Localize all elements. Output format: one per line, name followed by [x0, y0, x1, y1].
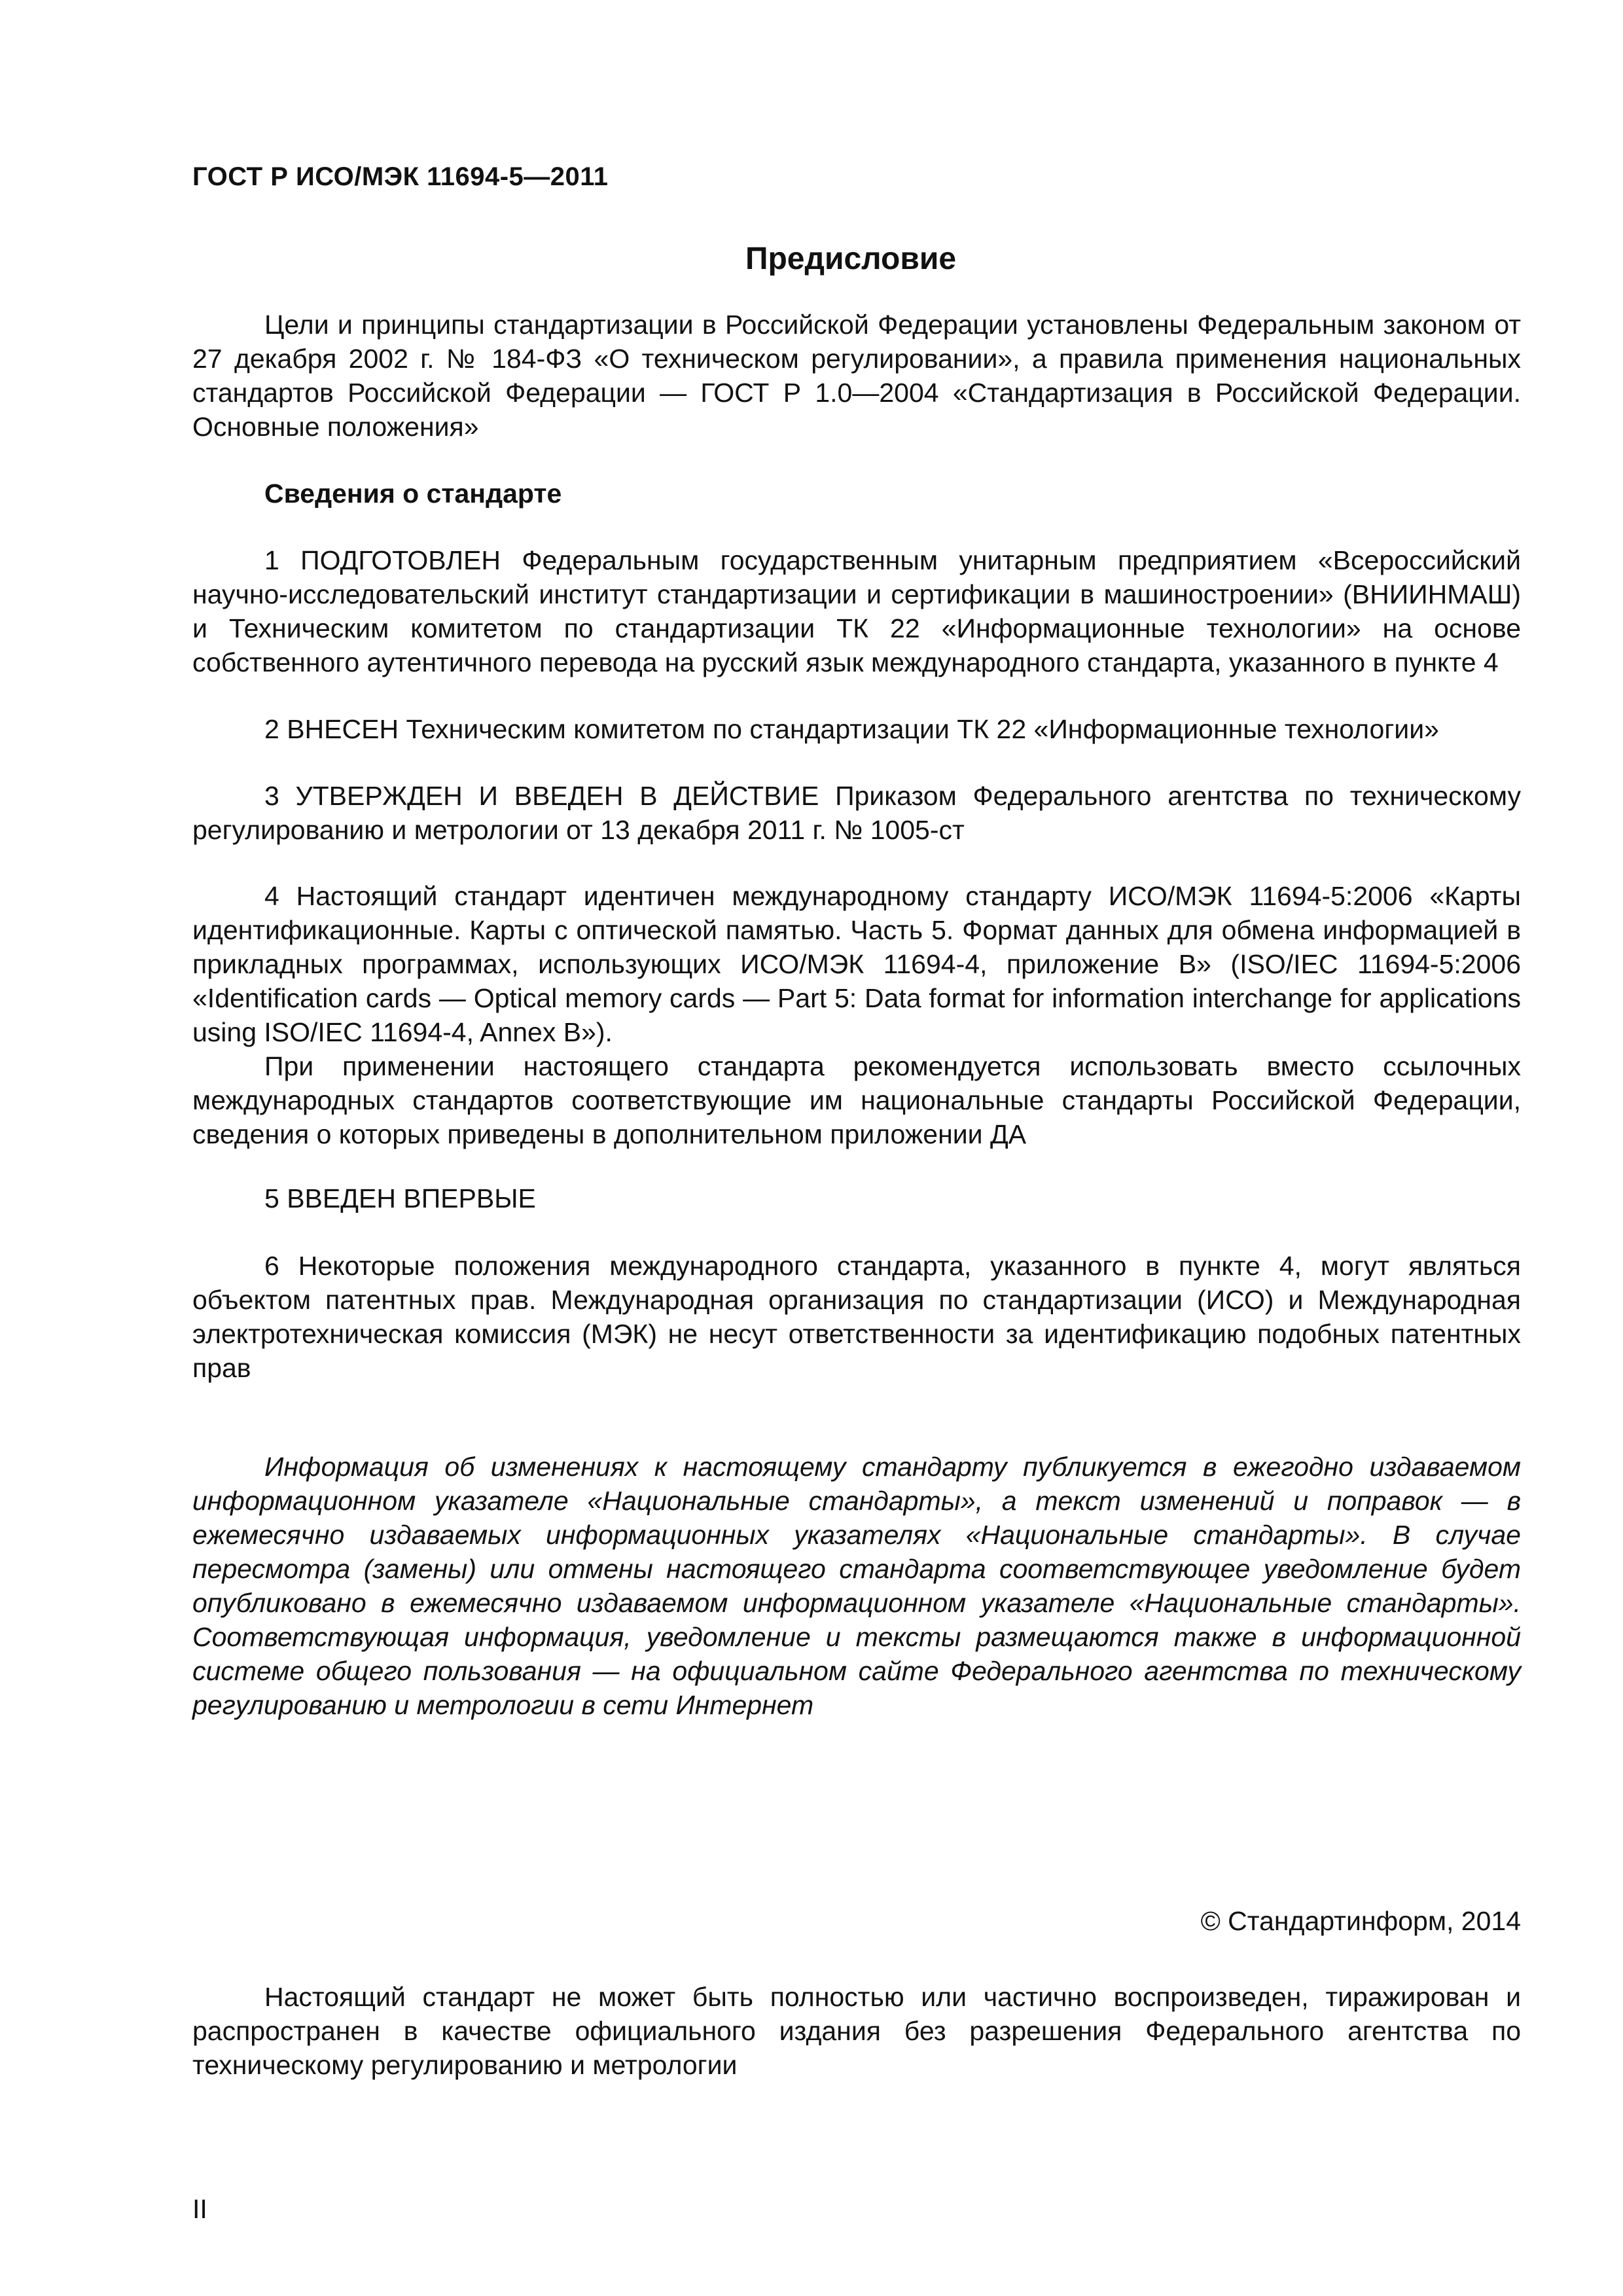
reproduction-notice-paragraph: Настоящий стандарт не может быть полностью или частично воспроизведен, тиражирован и распространен в качестве официального издания без разрешения Федерального агентства по техническому регулированию и метрологии — [192, 1982, 1521, 2080]
item-1-block — [192, 543, 1521, 679]
section-heading: Сведения о стандарте — [264, 478, 562, 509]
item-3-block — [192, 779, 1521, 847]
info-notice-paragraph: Информация об изменениях к настоящему стандарту публикуется в ежегодно издаваемом информационном указателе «Национальные стандарты», а текст изменений и поправок — в ежемесячно издаваемых информационных указателях «Национальные стандарты». В случае пересмотра (замены) или отмены настоящего стандарта соответствующее уведомление будет опубликовано в ежемесячно издаваемом информационном указателе «Национальные стандарты». Соответствующая информация, уведомление и тексты размещаются также в информационной системе общего пользования — на официальном сайте Федерального агентства по техническому регулированию и метрологии в сети Интернет — [192, 1452, 1521, 1720]
item-6-paragraph: 6 Некоторые положения международного стандарта, указанного в пункте 4, могут являться объектом патентных прав. Международная организация по стандартизации (ИСО) и Международная электротехническая комиссия (МЭК) не несут ответственности за идентификацию подобных патентных прав — [192, 1251, 1521, 1383]
reproduction-notice-block — [192, 1980, 1521, 2082]
item-6-block — [192, 1249, 1521, 1385]
intro-block — [192, 308, 1521, 444]
document-id-header: ГОСТ Р ИСО/МЭК 11694-5—2011 — [192, 162, 609, 191]
item-4-block — [192, 879, 1521, 1151]
page-number: II — [192, 2194, 207, 2224]
item-5-block — [192, 1181, 1521, 1215]
info-notice-block — [192, 1450, 1521, 1722]
item-2-block — [192, 712, 1521, 746]
item-5-paragraph: 5 ВВЕДЕН ВПЕРВЫЕ — [264, 1183, 536, 1213]
item-4-paragraph: 4 Настоящий стандарт идентичен международному стандарту ИСО/МЭК 11694-5:2006 «Карты идентификационные. Карты с оптической памятью. Часть 5. Формат данных для обмена информацией в прикладных программах, использующих ИСО/МЭК 11694-4, приложение В» (ISO/IEC 11694-5:2006 «Identification cards — Optical memory cards — Part 5: Data format for information interchange for applications using ISO/IEC 11694-4, Annex B»). — [192, 881, 1521, 1047]
item-4-note-paragraph: При применении настоящего стандарта рекомендуется использовать вместо ссылочных международных стандартов соответствующие им национальные стандарты Российской Федерации, сведения о которых приведены в дополнительном приложении ДА — [192, 1051, 1521, 1149]
item-3-paragraph: 3 УТВЕРЖДЕН И ВВЕДЕН В ДЕЙСТВИЕ Приказом Федерального агентства по техническому регулированию и метрологии от 13 декабря 2011 г. № 1005-ст — [192, 781, 1521, 845]
intro-paragraph: Цели и принципы стандартизации в Российской Федерации установлены Федеральным законом от 27 декабря 2002 г. № 184-ФЗ «О техническом регулировании», а правила применения национальных стандартов Российской Федерации — ГОСТ Р 1.0—2004 «Стандартизация в Российской Федерации. Основные положения» — [192, 310, 1521, 442]
section-heading-block — [192, 476, 1521, 511]
item-1-paragraph: 1 ПОДГОТОВЛЕН Федеральным государственным унитарным предприятием «Всероссийский научно-исследовательский институт стандартизации и сертификации в машиностроении» (ВНИИНМАШ) и Техническим комитетом по стандартизации ТК 22 «Информационные технологии» на основе собственного аутентичного перевода на русский язык международного стандарта, указанного в пункте 4 — [192, 545, 1521, 677]
item-2-paragraph: 2 ВНЕСЕН Техническим комитетом по стандартизации ТК 22 «Информационные технологии» — [264, 714, 1439, 744]
copyright-line: © Стандартинформ, 2014 — [1200, 1906, 1521, 1936]
page-title: Предисловие — [745, 242, 957, 276]
